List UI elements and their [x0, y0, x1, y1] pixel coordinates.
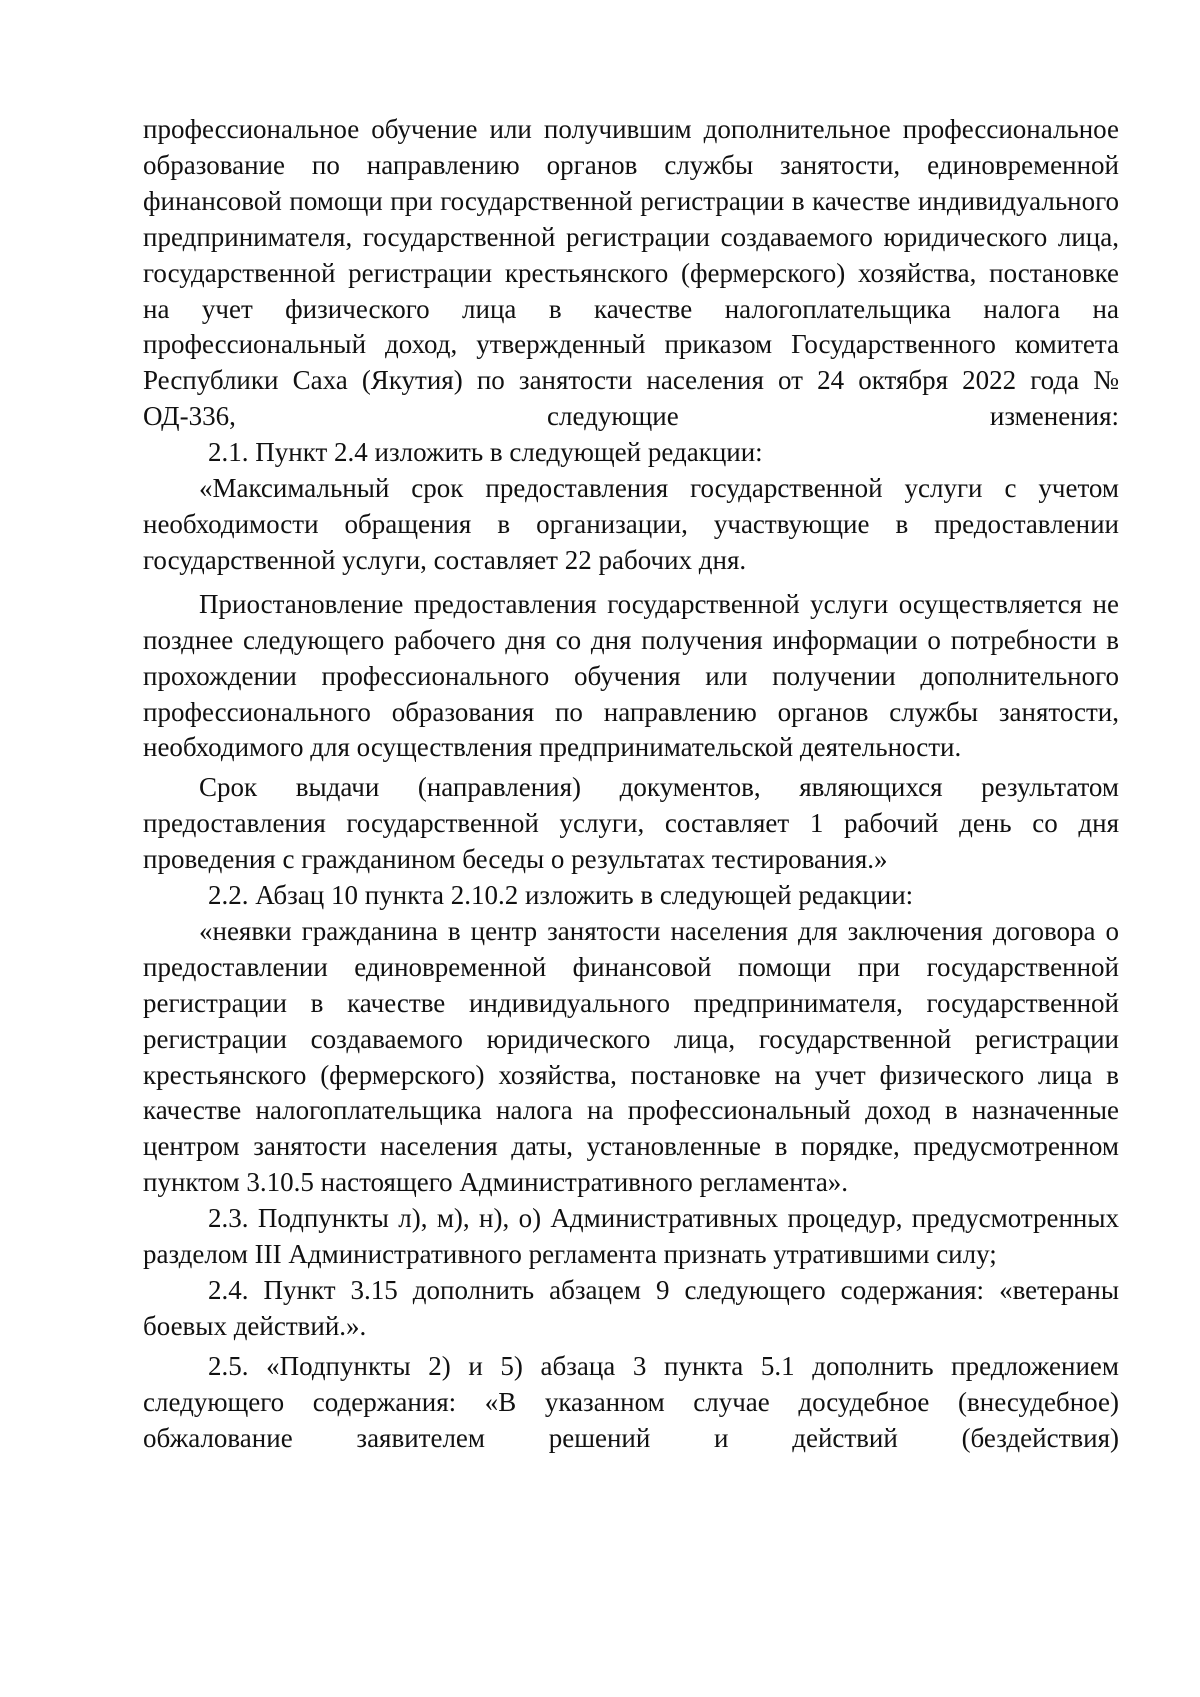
paragraph-max-term: «Максимальный срок предоставления государственной услуги с учетом необходимости обращения в организации, участвующие в предоставлении государственной услуги, составляет 22 рабочих дня.	[143, 473, 1119, 575]
paragraph-2-5: 2.5. «Подпункты 2) и 5) абзаца 3 пункта 5.1 дополнить предложением следующего содержания: «В указанном случае досудебное (внесудебное) обжалование заявителем решений и действий (бездействия)	[143, 1350, 1119, 1453]
paragraph-non-appearance: «неявки гражданина в центр занятости населения для заключения договора о предоставлении единовременной финансовой помощи при государственной регистрации в качестве индивидуального предпринимателя, государственной регистрации создаваемого юридического лица, государственной регистрации крестьянского (фермерского) хозяйства, постановке на учет физического лица в качестве налогоплательщика налога на профессиональный доход в назначенные центром занятости населения даты, установленные в порядке, предусмотренном пунктом 3.10.5 настоящего Административного регламента».	[143, 915, 1119, 1198]
paragraph-issue-term: Срок выдачи (направления) документов, являющихся результатом предоставления государственной услуги, составляет 1 рабочий день со дня проведения с гражданином беседы о результатах тестирования.»	[143, 772, 1119, 875]
paragraph-2-4: 2.4. Пункт 3.15 дополнить абзацем 9 следующего содержания: «ветераны боевых действий.».	[143, 1275, 1119, 1341]
paragraph-2-3: 2.3. Подпункты л), м), н), о) Административных процедур, предусмотренных разделом III Административного регламента признать утратившими силу;	[143, 1203, 1119, 1270]
paragraph-suspension: Приостановление предоставления государственной услуги осуществляется не позднее следующего рабочего дня со дня получения информации о потребности в прохождении профессионального обучения или получении дополнительного профессионального образования по направлению органов службы занятости, необходимого для осуществления предпринимательской деятельности.	[143, 588, 1119, 763]
paragraph-intro: профессиональное обучение или получившим дополнительное профессиональное образование по направлению органов службы занятости, единовременной финансовой помощи при государственной регистрации в качестве индивидуального предпринимателя, государственной регистрации создаваемого юридического лица, государственной регистрации крестьянского (фермерского) хозяйства, постановке на учет физического лица в качестве налогоплательщика налога на профессиональный доход, утвержденный приказом Государственного комитета Республики Саха (Якутия) по занятости населения от 24 октября 2022 года № ОД-336, следующие изменения:	[143, 114, 1119, 432]
document-body	[143, 112, 1119, 1457]
paragraph-2-1: 2.1. Пункт 2.4 изложить в следующей редакции:	[208, 437, 763, 468]
paragraph-2-2: 2.2. Абзац 10 пункта 2.10.2 изложить в следующей редакции:	[208, 880, 914, 911]
